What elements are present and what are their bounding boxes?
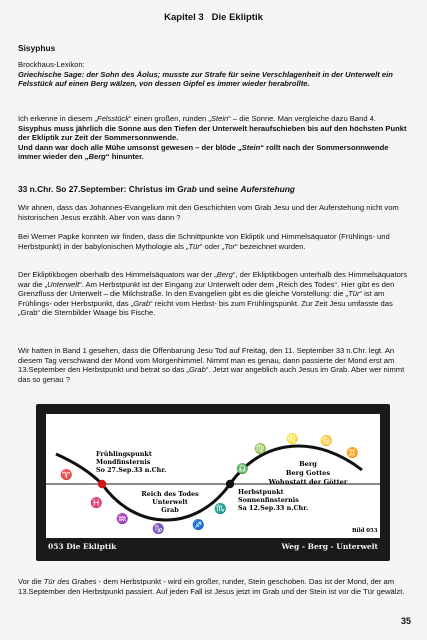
- label-line: Mondfinsternis: [96, 458, 151, 466]
- label-line: Grab: [161, 506, 179, 514]
- text: “ reicht vom Herbst- bis zum Frühlingspunkt. Zur Zeit Jesu umfasste das „Grab“ die Sternbilder Waage bis Fische.: [18, 298, 393, 318]
- emphasis: Stein: [241, 142, 261, 152]
- zodiac-aquarius-icon: ♒: [116, 514, 129, 525]
- bold-statement: Sisyphus muss jährlich die Sonne aus den Tiefen der Unterwelt heraufschieben bis auf den höchsten Punkt der Ekliptik zur Zeit der Sommersonnwende.: [18, 123, 407, 143]
- emphasis: Tür: [348, 289, 360, 299]
- label-line: Berg: [299, 460, 317, 468]
- emphasis: Berg: [88, 152, 106, 162]
- label-line: Berg Gottes: [285, 469, 331, 477]
- paragraph-sisyphus: [18, 114, 413, 162]
- chapter-header: [0, 12, 427, 23]
- text: Wir hatten in Band 1 gesehen, dass die Offenbarung Jesu Tod auf Freitag, den 11. September 33 n.Chr. legt. An diesem Tag verschwand der Mond vom Morgenhimmel. Nimmt man es genau, dann passierte der Mond erst am 13.September den Herbstpunkt und betrat so das „: [18, 346, 395, 375]
- section-title: Sisyphus: [18, 43, 56, 53]
- text: Bei Werner Papke konnten wir finden, dass die Schnittpunkte von Ekliptik und Himmelsäquator (Frühlings- und Herbstpunkt) in der babylonischen Mythologie als „: [18, 232, 390, 251]
- zodiac-libra-icon: ♎: [236, 464, 249, 475]
- label-line: Sa 12.Sep.33 n.Chr.: [238, 504, 309, 512]
- subheading: [18, 185, 413, 195]
- paragraph-ekliptikbogen: [18, 270, 413, 318]
- text: “. Am Herbstpunkt ist der Eingang zur Unterwelt oder dem „Reich des Todes“. Hier gibt es den Grenzfluss der Unterwelt – die Milchstraße. In den Evangelien gibt es die gleiche Vorstellung: die „: [18, 279, 395, 299]
- paragraph-gospel: Wir ahnen, dass das Johannes-Evangelium mit den Geschichten vom Grab Jesu und der Auferstehung nicht vom historischen Jesus erzählt. Aber von was dann ?: [18, 203, 399, 222]
- emphasis: Tür des Grabes: [43, 577, 97, 586]
- paragraph-tuer-des-grabes: [18, 577, 413, 596]
- text: “. Jetzt war angeblich auch Jesus im Grab. Aber wer nimmt das so genau ?: [18, 365, 405, 384]
- emphasis: Felsstück: [96, 114, 130, 123]
- emphasis: Auferstehung: [240, 184, 295, 194]
- figure-ekliptik: [36, 404, 390, 561]
- emphasis: Unterwelt: [47, 279, 80, 289]
- emphasis: Grab: [177, 184, 197, 194]
- bild-number: Bild 053: [352, 528, 378, 534]
- text: “ ist am Frühlings- oder Herbstpunkt, das „: [18, 289, 385, 308]
- label-herbstpunkt: [238, 488, 308, 512]
- chapter-title: Die Ekliptik: [211, 12, 263, 23]
- zodiac-aries-icon: ♈: [60, 470, 73, 481]
- label-fruehlingspunkt: [96, 450, 166, 474]
- paragraph-papke: [18, 232, 413, 251]
- emphasis: Stein: [210, 114, 229, 123]
- text: “ – die Sonne. Man vergleiche dazu Band 4.: [228, 114, 376, 123]
- label-line: So 27.Sep.33 n.Chr.: [96, 466, 167, 474]
- emphasis: Tor: [224, 241, 236, 251]
- zodiac-sagittarius-icon: ♐: [192, 520, 205, 531]
- text: “, der Ekliptikbogen unterhalb des Himmelsäquators war die „: [18, 270, 408, 289]
- ekliptik-diagram: [46, 414, 380, 538]
- figure-caption-left: 053 Die Ekliptik: [48, 542, 117, 551]
- zodiac-pisces-icon: ♓: [90, 498, 103, 509]
- text: 33 n.Chr. So 27.September: Christus im: [18, 184, 178, 194]
- text: Der Ekliptikbogen oberhalb des Himmelsäquators war der „: [18, 270, 217, 279]
- zodiac-virgo-icon: ♍: [254, 444, 267, 455]
- label-berg: [268, 460, 348, 486]
- zodiac-cancer-icon: ♋: [320, 436, 333, 447]
- label-line: Unterwelt: [152, 498, 188, 506]
- text: “ oder „: [199, 241, 225, 251]
- text: - dem Herbstpunkt - wird ein großer, runder, Stein geschoben. Das ist der Mond, der am 13.September den Herbstpunkt passiert. Auf jeden Fall ist Jesus jetzt im Grab und der Stein ist vor die Tür gewälzt.: [18, 577, 405, 596]
- emphasis: Berg: [216, 270, 233, 279]
- text: “ einen großen, runden „: [129, 114, 211, 123]
- zodiac-leo-icon: ♌: [286, 434, 299, 445]
- lexikon-source: Brockhaus-Lexikon:: [18, 60, 85, 69]
- zodiac-capricorn-icon: ♑: [152, 524, 165, 535]
- emphasis: Grab: [188, 365, 206, 375]
- text: “ hinunter.: [105, 152, 144, 162]
- text: Ich erkenne in diesem „: [18, 114, 97, 123]
- label-line: Sonnenfinsternis: [238, 496, 299, 504]
- zodiac-gemini-icon: ♊: [346, 448, 359, 459]
- label-reich-des-todes: [141, 490, 199, 514]
- fruehlingspunkt-dot: [98, 480, 106, 488]
- figure-canvas: [46, 414, 380, 538]
- figure-caption-right: Weg - Berg - Unterwelt: [281, 542, 378, 551]
- label-line: Frühlingspunkt: [96, 450, 152, 458]
- label-line: Reich des Todes: [141, 490, 199, 498]
- zodiac-scorpio-icon: ♏: [214, 504, 227, 515]
- text: “ bezeichnet wurden.: [235, 241, 306, 251]
- text: Und dann war doch alle Mühe umsonst gewesen – der blöde „: [18, 142, 242, 152]
- page-number: 35: [400, 616, 411, 626]
- label-line: Wohnstatt der Götter: [268, 478, 348, 486]
- paragraph-offenbarung: [18, 346, 413, 384]
- chapter-number: Kapitel 3: [164, 12, 204, 23]
- emphasis: Grab: [133, 298, 151, 308]
- lexikon-quote: Griechische Sage: der Sohn des Äolus; musste zur Strafe für seine Verschlagenheit in der Unterwelt ein Felsstück auf einen Berg wälzen, von dessen Gipfel es immer wieder herabrollte.: [18, 69, 393, 89]
- herbstpunkt-dot: [226, 480, 234, 488]
- text: Vor die: [18, 577, 44, 586]
- text: “ rollt nach der Sommersonnwende immer wieder den „: [18, 142, 389, 162]
- lexikon-block: [18, 60, 413, 89]
- emphasis: Tür: [188, 241, 200, 251]
- label-line: Herbstpunkt: [238, 488, 284, 496]
- text: und seine: [196, 184, 241, 194]
